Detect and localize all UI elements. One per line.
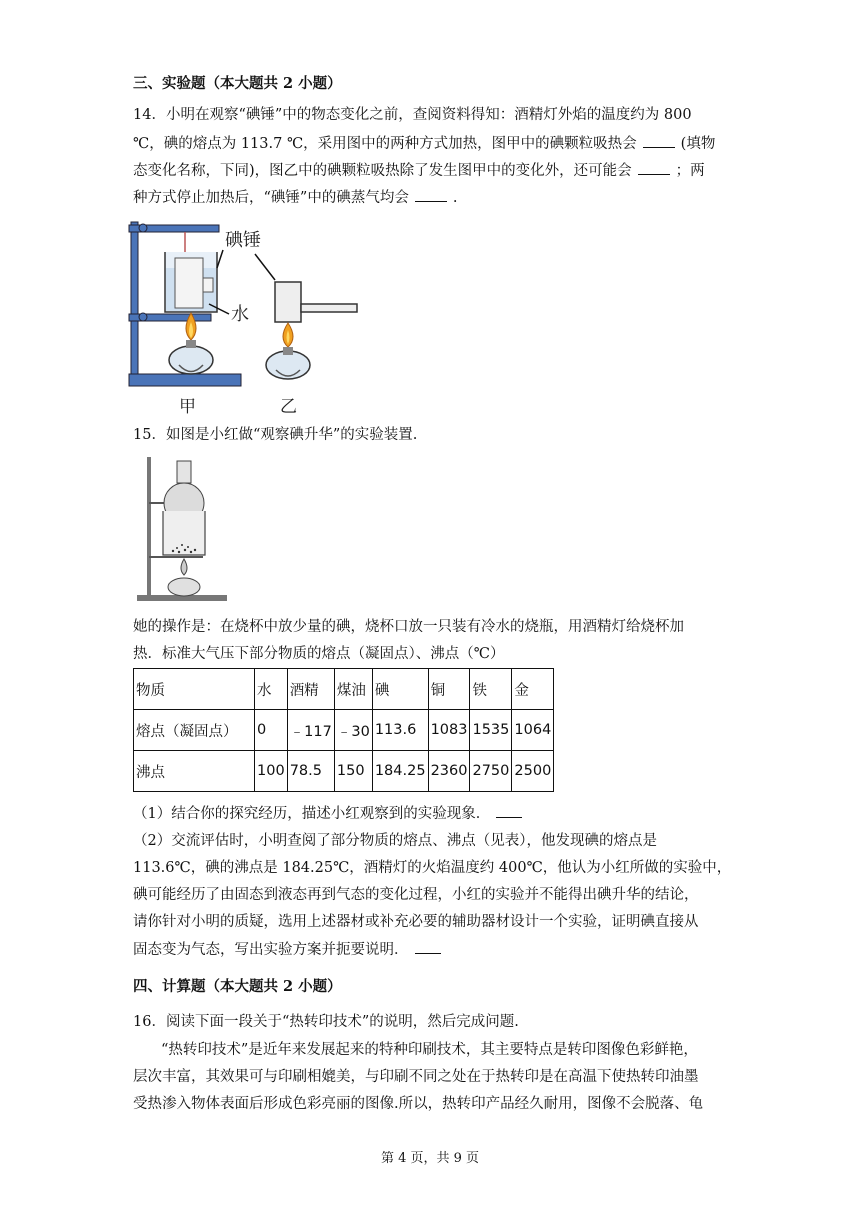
sublimation-apparatus-figure xyxy=(133,455,228,605)
table-cell: 金 xyxy=(512,669,554,710)
q16-line-1: “热转印技术”是近年来发展起来的特种印刷技术，其主要特点是转印图像色彩鲜艳， xyxy=(161,1042,698,1058)
label-water: 水 xyxy=(231,304,249,325)
q15-sub-2-line-5 xyxy=(133,939,447,960)
answer-blank xyxy=(415,187,447,202)
table-cell: 水 xyxy=(255,669,288,710)
answer-blank xyxy=(643,133,675,148)
table-cell: 2360 xyxy=(428,751,470,792)
q15-sub-2-line-3: 碘可能经历了由固态到液态再到气态的变化过程，小红的实验并不能得出碘升华的结论， xyxy=(133,887,699,903)
table-cell: 2750 xyxy=(470,751,512,792)
q14-line-3-tail: ；两 xyxy=(675,163,705,179)
caption-a: 甲 xyxy=(179,397,196,417)
table-row xyxy=(134,710,554,751)
table-cell: 150 xyxy=(334,751,372,792)
table-cell: ﹣117 xyxy=(287,710,334,751)
table-cell: 铜 xyxy=(428,669,470,710)
q15-intro: 15．如图是小红做“观察碘升华”的实验装置. xyxy=(133,427,418,443)
table-row xyxy=(134,751,554,792)
table-cell: 物质 xyxy=(134,669,255,710)
q14-line-2-tail: (填物 xyxy=(680,136,716,152)
q16-line-3: 受热渗入物体表面后形成色彩亮丽的图像.所以，热转印产品经久耐用，图像不会脱落、龟 xyxy=(133,1096,704,1112)
q14-line-4-tail: . xyxy=(452,190,458,206)
answer-blank xyxy=(638,160,670,175)
table-cell: 1064 xyxy=(512,710,554,751)
answer-blank xyxy=(496,803,522,818)
iodine-hammer-figure xyxy=(125,210,370,420)
page-footer: 第 4 页，共 9 页 xyxy=(380,1151,480,1166)
section-title-calculation: 四、计算题（本大题共 2 小题） xyxy=(133,978,342,995)
caption-b: 乙 xyxy=(280,397,297,417)
q16-intro: 16．阅读下面一段关于“热转印技术”的说明，然后完成问题. xyxy=(133,1014,519,1030)
table-cell: 113.6 xyxy=(372,710,428,751)
q14-line-3 xyxy=(133,160,705,181)
table-header-row xyxy=(134,669,554,710)
q14-line-3-text: 态变化名称，下同)，图乙中的碘颗粒吸热除了发生图甲中的变化外，还可能会 xyxy=(133,163,632,179)
table-cell: 1083 xyxy=(428,710,470,751)
q14-line-2-text: ℃，碘的熔点为 113.7 ℃，采用图中的两种方式加热，图甲中的碘颗粒吸热会 xyxy=(133,136,637,152)
table-cell: 酒精 xyxy=(287,669,334,710)
q15-sub-2-line-2: 113.6℃，碘的沸点是 184.25℃，酒精灯的火焰温度约 400℃，他认为小红所做的实验中， xyxy=(133,860,732,876)
q15-sub-2-line-5-text: 固态变为气态，写出实验方案并扼要说明． xyxy=(133,942,409,958)
table-cell: 1535 xyxy=(470,710,512,751)
melting-boiling-table xyxy=(133,668,554,792)
q15-sub-2-line-1: （2）交流评估时，小明查阅了部分物质的熔点、沸点（见表），他发现碘的熔点是 xyxy=(133,833,657,849)
q15-para-2: 热．标准大气压下部分物质的熔点（凝固点）、沸点（℃） xyxy=(133,646,505,662)
q14-line-1: 14．小明在观察“碘锤”中的物态变化之前，查阅资料得知：酒精灯外焰的温度约为 800 xyxy=(133,107,692,123)
section-title-experiment: 三、实验题（本大题共 2 小题） xyxy=(133,75,342,92)
q14-line-4-text: 种方式停止加热后，“碘锤”中的碘蒸气均会 xyxy=(133,190,409,206)
table-cell: 熔点（凝固点） xyxy=(134,710,255,751)
table-cell: 0 xyxy=(255,710,288,751)
q14-line-4 xyxy=(133,187,457,208)
q14-line-2 xyxy=(133,133,715,154)
label-iodine-hammer: 碘锤 xyxy=(225,230,261,251)
table-cell: 184.25 xyxy=(372,751,428,792)
table-cell: 煤油 xyxy=(334,669,372,710)
table-cell: ﹣30 xyxy=(334,710,372,751)
q15-para-1: 她的操作是：在烧杯中放少量的碘，烧杯口放一只装有冷水的烧瓶，用酒精灯给烧杯加 xyxy=(133,619,684,635)
table-cell: 2500 xyxy=(512,751,554,792)
table-cell: 78.5 xyxy=(287,751,334,792)
table-cell: 铁 xyxy=(470,669,512,710)
q15-sub-1 xyxy=(133,803,528,824)
table-cell: 碘 xyxy=(372,669,428,710)
table-cell: 沸点 xyxy=(134,751,255,792)
answer-blank xyxy=(415,939,441,954)
q16-line-2: 层次丰富，其效果可与印刷相媲美，与印刷不同之处在于热转印是在高温下使热转印油墨 xyxy=(133,1069,699,1085)
q15-sub-1-text: （1）结合你的探究经历，描述小红观察到的实验现象． xyxy=(133,806,491,822)
table-cell: 100 xyxy=(255,751,288,792)
q15-sub-2-line-4: 请你针对小明的质疑，选用上述器材或补充必要的辅助器材设计一个实验，证明碘直接从 xyxy=(133,914,699,930)
